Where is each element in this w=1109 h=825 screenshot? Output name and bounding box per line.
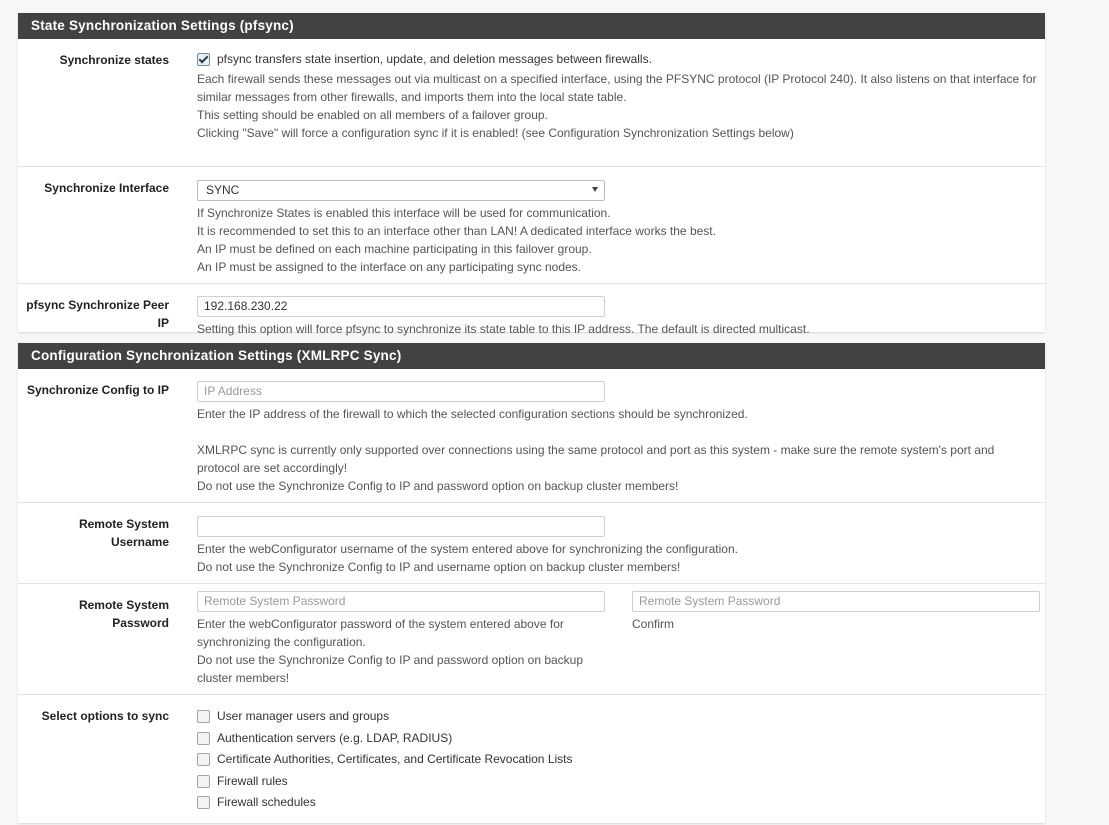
sync-states-help-3: Clicking "Save" will force a configuration sync if it is enabled! (see Configuration Synchronization Settings below) <box>197 126 794 140</box>
username-label: Remote System Username <box>78 517 169 549</box>
sync-ip-help-2: XMLRPC sync is currently only supported over connections using the same protocol and port as this system - make sure the remote system's port and protocol are set accordingly! <box>197 443 995 475</box>
sync-option-schedules-label: Firewall schedules <box>217 795 316 809</box>
sync-ip-label: Synchronize Config to IP <box>26 383 169 397</box>
sync-option-schedules[interactable] <box>197 792 1037 814</box>
peer-ip-value: 192.168.230.22 <box>204 299 288 313</box>
sync-options-label: Select options to sync <box>41 709 169 723</box>
sync-states-checkbox[interactable] <box>197 53 210 66</box>
sync-interface-help-2: It is recommended to set this to an interface other than LAN! A dedicated interface works the best. <box>197 224 716 238</box>
sync-option-certs-label: Certificate Authorities, Certificates, and Certificate Revocation Lists <box>217 752 573 766</box>
sync-option-authservers[interactable] <box>197 728 1037 750</box>
sync-option-rules[interactable] <box>197 771 1037 793</box>
sync-options-row <box>18 695 1045 825</box>
password-confirm-placeholder: Remote System Password <box>639 594 781 608</box>
sync-option-certs-checkbox[interactable] <box>197 753 210 766</box>
password-row <box>18 584 1045 695</box>
sync-ip-placeholder: IP Address <box>204 384 262 398</box>
sync-interface-label: Synchronize Interface <box>44 181 169 195</box>
sync-option-users-checkbox[interactable] <box>197 710 210 723</box>
sync-ip-row <box>18 369 1045 503</box>
sync-ip-help-1: Enter the IP address of the firewall to which the selected configuration sections should be synchronized. <box>197 407 748 421</box>
username-row <box>18 503 1045 584</box>
peer-ip-label: pfsync Synchronize Peer IP <box>26 298 169 330</box>
username-help-1: Enter the webConfigurator username of the system entered above for synchronizing the configuration. <box>197 542 738 556</box>
sync-option-users[interactable] <box>197 706 1037 728</box>
password-help-1: Enter the webConfigurator password of the system entered above for synchronizing the configuration. <box>197 617 564 649</box>
password-confirm-input[interactable] <box>632 591 1040 612</box>
sync-interface-selected: SYNC <box>206 183 240 197</box>
sync-states-help-2: This setting should be enabled on all members of a failover group. <box>197 108 548 122</box>
sync-interface-help-4: An IP must be assigned to the interface on any participating sync nodes. <box>197 260 582 274</box>
password-input[interactable] <box>197 591 605 612</box>
sync-states-checkbox-text: pfsync transfers state insertion, update, and deletion messages between firewalls. <box>217 52 652 66</box>
password-label: Remote System Password <box>78 598 169 630</box>
peer-ip-input[interactable] <box>197 296 605 317</box>
sync-option-users-label: User manager users and groups <box>217 709 390 723</box>
peer-ip-help: Setting this option will force pfsync to synchronize its state table to this IP address. The default is directed multicast. <box>197 322 810 336</box>
sync-interface-help-1: If Synchronize States is enabled this interface will be used for communication. <box>197 206 611 220</box>
sync-interface-row <box>18 167 1045 284</box>
chevron-down-icon <box>592 187 598 192</box>
sync-option-certs[interactable] <box>197 749 1037 771</box>
username-help-2: Do not use the Synchronize Config to IP and username option on backup cluster members! <box>197 560 681 574</box>
sync-ip-input[interactable] <box>197 381 605 402</box>
xmlrpc-panel <box>18 343 1045 823</box>
sync-option-authservers-label: Authentication servers (e.g. LDAP, RADIUS) <box>217 730 453 745</box>
xmlrpc-panel-title: Configuration Synchronization Settings (XMLRPC Sync) <box>18 343 1045 369</box>
sync-option-rules-label: Firewall rules <box>217 773 288 788</box>
sync-states-row <box>18 39 1045 167</box>
pfsync-panel-title: State Synchronization Settings (pfsync) <box>18 13 1045 39</box>
sync-option-schedules-checkbox[interactable] <box>197 796 210 809</box>
pfsync-panel <box>18 13 1045 336</box>
sync-interface-help-3: An IP must be defined on each machine participating in this failover group. <box>197 242 592 256</box>
peer-ip-row <box>18 284 1045 344</box>
sync-states-help-1: Each firewall sends these messages out via multicast on a specified interface, using the PFSYNC protocol (IP Protocol 240). It also listens on that interface for similar messages from other firewalls, and imports them into the local state table. <box>197 72 1037 104</box>
password-placeholder: Remote System Password <box>204 594 346 608</box>
sync-option-authservers-checkbox[interactable] <box>197 732 210 745</box>
password-help-2: Do not use the Synchronize Config to IP and password option on backup cluster members! <box>197 653 584 685</box>
sync-option-rules-checkbox[interactable] <box>197 775 210 788</box>
username-input[interactable] <box>197 516 605 537</box>
sync-ip-help-3: Do not use the Synchronize Config to IP and password option on backup cluster members! <box>197 479 679 493</box>
password-confirm-label: Confirm <box>632 617 675 631</box>
sync-states-label: Synchronize states <box>59 53 169 67</box>
sync-interface-select[interactable] <box>197 180 605 201</box>
